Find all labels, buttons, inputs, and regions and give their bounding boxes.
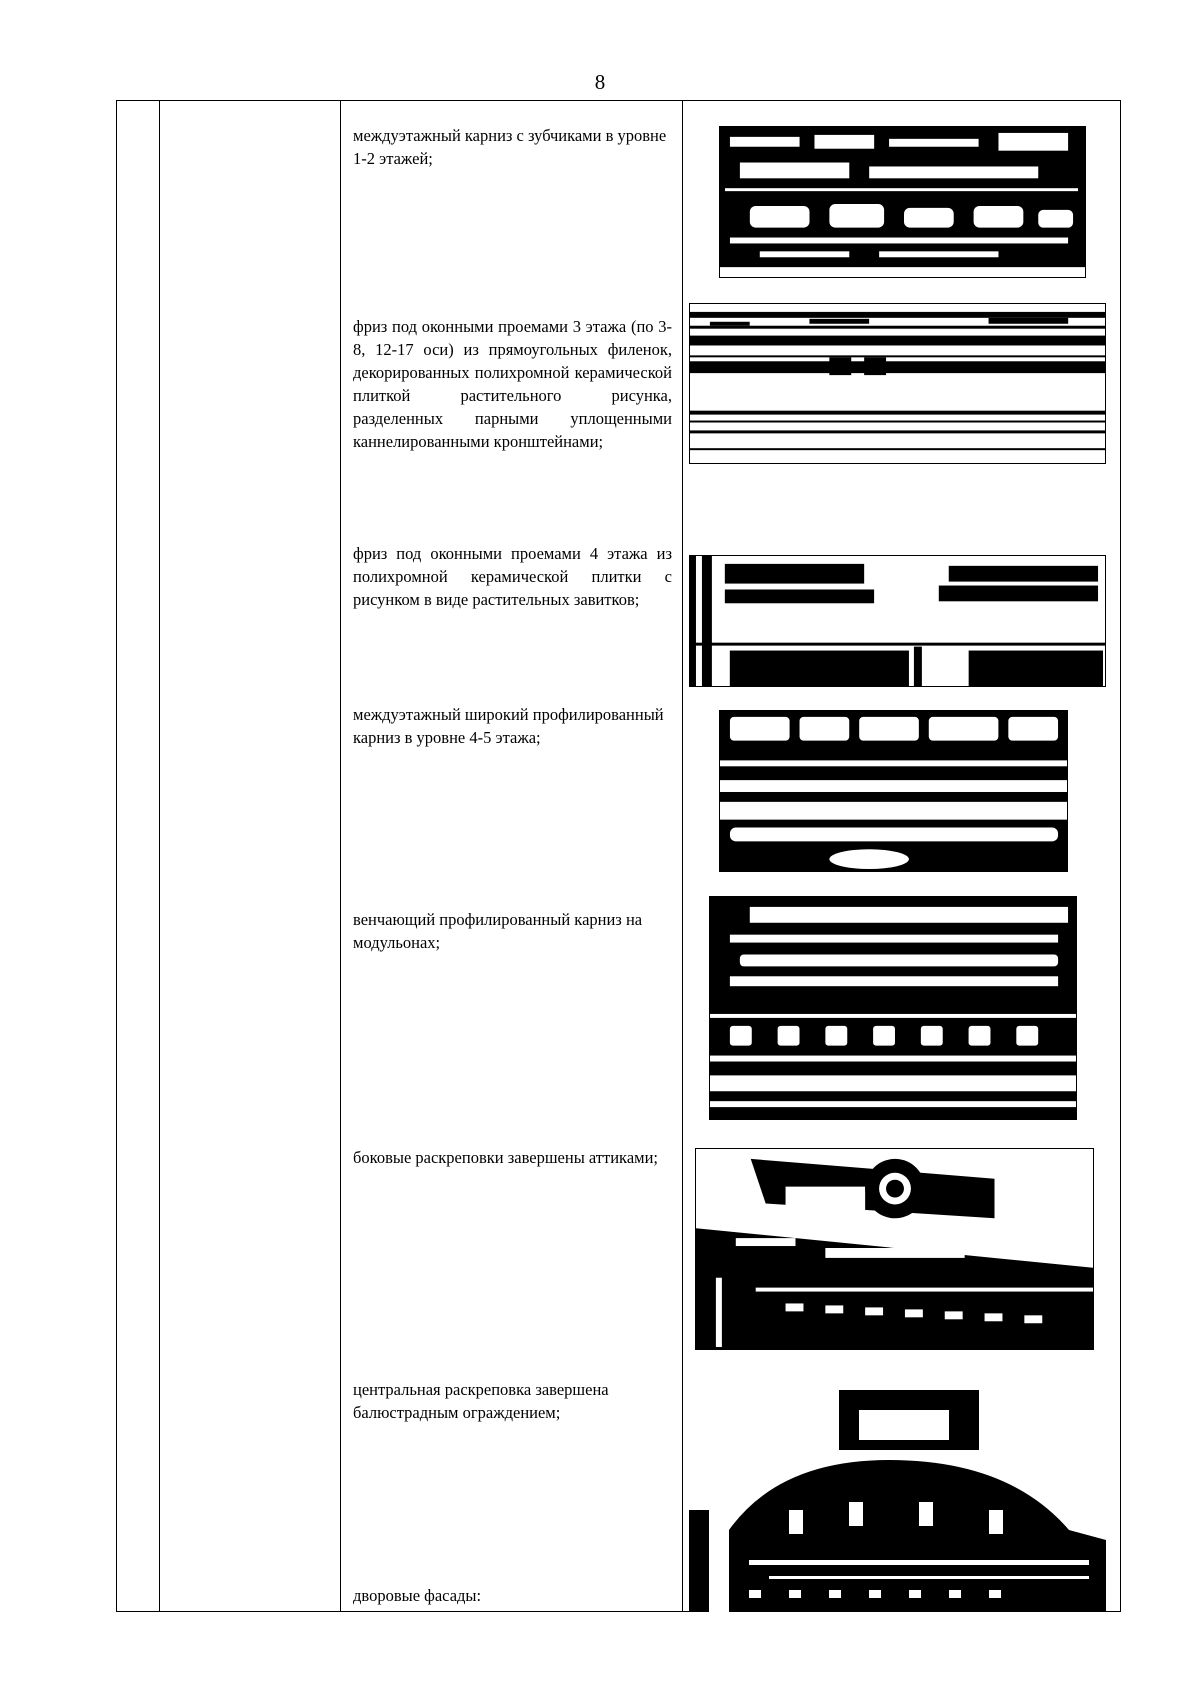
frieze-floor4-photo <box>689 555 1106 687</box>
page-number: 8 <box>594 70 606 94</box>
crowning-cornice-photo <box>709 896 1077 1120</box>
row-description: дворовые фасады: <box>353 1586 482 1605</box>
row-description: фриз под оконными проемами 3 этажа (по 3-8, 12-17 оси) из прямоугольных филенок, декорированных полихромной керамической плиткой растительного рисунка, разделенных парными уплощенными каннелированными кронштейнами; <box>353 317 672 451</box>
row-description: венчающий профилированный карниз на модульонах; <box>353 910 643 952</box>
row-description: боковые раскреповки завершены аттиками; <box>353 1148 659 1167</box>
row-description: фриз под оконными проемами 4 этажа из полихромной керамической плитки с рисунком в виде растительных завитков; <box>353 544 672 609</box>
wide-cornice-photo <box>719 710 1068 872</box>
cornice-dentils-photo <box>719 126 1086 278</box>
attic-photo <box>695 1148 1094 1350</box>
balustrade-photo <box>689 1390 1106 1612</box>
row-description: междуэтажный карниз с зубчиками в уровне 1-2 этажей; <box>353 126 667 168</box>
row-description: междуэтажный широкий профилированный карниз в уровне 4-5 этажа; <box>353 705 664 747</box>
column-divider <box>340 101 341 1611</box>
column-divider <box>159 101 160 1611</box>
frieze-floor3-photo <box>689 303 1106 464</box>
row-description: центральная раскреповка завершена балюстрадным ограждением; <box>353 1380 609 1422</box>
column-divider <box>682 101 683 1611</box>
